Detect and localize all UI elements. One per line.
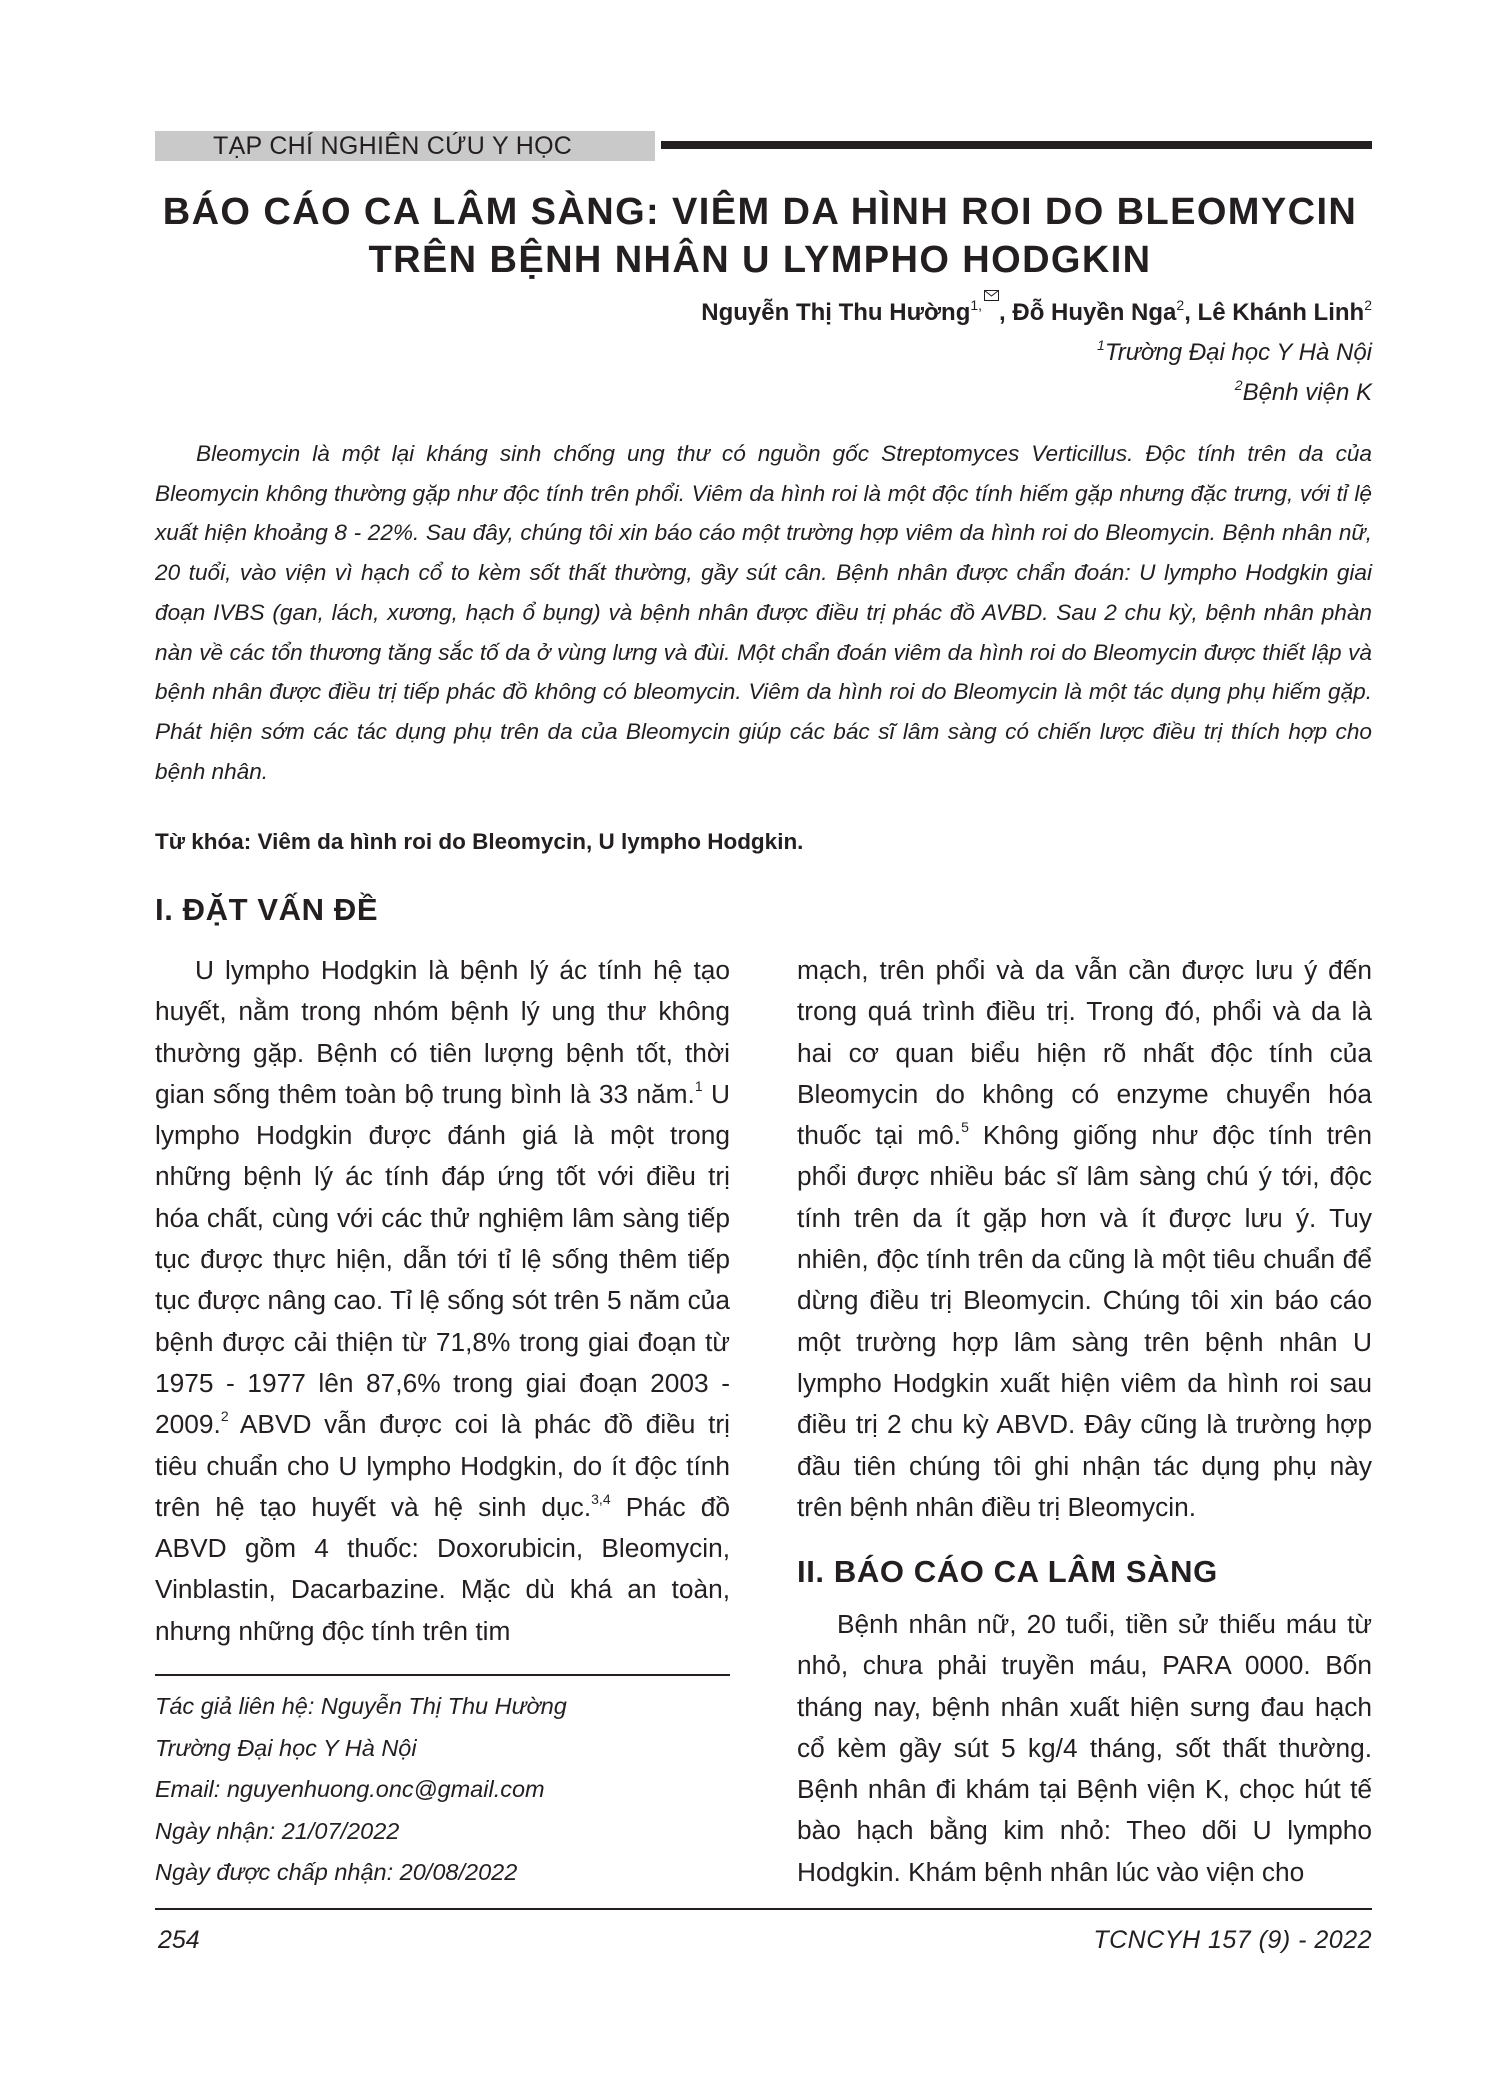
citation-marker: 3,4 bbox=[591, 1490, 611, 1507]
journal-issue-reference: TCNCYH 157 (9) - 2022 bbox=[1093, 1926, 1372, 1954]
author-institution: Trường Đại học Y Hà Nội bbox=[155, 1734, 417, 1761]
case-report-text: Bệnh nhân nữ, 20 tuổi, tiền sử thiếu máu từ nhỏ, chưa phải truyền máu, PARA 0000. Bốn tháng nay, bệnh nhân xuất hiện sưng đau hạch cổ kèm gầy sút 5 kg/4 tháng, sốt thất thường. Bệnh nhân đi khám tại Bệnh viện K, chọc hút tế bào hạch bằng kim nhỏ: Theo dõi U lympho Hodgkin. Khám bệnh nhân lúc vào viện cho bbox=[797, 1609, 1372, 1887]
header-rule bbox=[661, 141, 1372, 149]
paragraph-text: ABVD vẫn được coi là phác đồ điều trị tiêu chuẩn cho U lympho Hodgkin, do ít độc tính trên hệ tạo huyết và hệ sinh dục. bbox=[155, 1409, 731, 1522]
correspondence-footnote bbox=[155, 1686, 567, 1894]
corresponding-author: Tác giả liên hệ: Nguyễn Thị Thu Hường bbox=[155, 1693, 567, 1719]
footer-rule bbox=[155, 1908, 1372, 1910]
author-email: Email: nguyenhuong.onc@gmail.com bbox=[155, 1776, 545, 1802]
article-title-line-1: BÁO CÁO CA LÂM SÀNG: VIÊM DA HÌNH ROI DO BLEOMYCIN bbox=[162, 191, 1358, 233]
affiliation-1 bbox=[1097, 329, 1372, 369]
journal-header-band bbox=[155, 131, 655, 161]
citation-marker: 2 bbox=[220, 1408, 229, 1425]
citation-marker: 5 bbox=[961, 1119, 969, 1136]
author-name: , Đỗ Huyền Nga bbox=[999, 299, 1177, 326]
keywords: Từ khóa: Viêm da hình roi do Bleomycin, U lympho Hodgkin. bbox=[155, 829, 804, 854]
footnote-rule bbox=[155, 1674, 730, 1676]
affiliation-2 bbox=[1235, 369, 1372, 409]
paragraph-text: U lympho Hodgkin được đánh giá là một trong những bệnh lý ác tính đáp ứng tốt với điều trị hóa chất, cùng với các thử nghiệm lâm sàng tiếp tục được thực hiện, dẫn tới tỉ lệ sống thêm tiếp tục được nâng cao. Tỉ lệ sống sót trên 5 năm của bệnh được cải thiện từ 71,8% trong giai đoạn từ 1975 - 1977 lên 87,6% trong giai đoạn 2003 - 2009. bbox=[155, 1078, 730, 1440]
affiliation-marker: 2 bbox=[1234, 377, 1243, 393]
date-accepted: Ngày được chấp nhận: 20/08/2022 bbox=[155, 1859, 518, 1885]
author-name: Nguyễn Thị Thu Hường bbox=[701, 299, 971, 326]
envelope-icon bbox=[984, 290, 999, 301]
author-affiliation-marker: 2 bbox=[1364, 297, 1372, 313]
citation-marker: 1 bbox=[694, 1077, 703, 1094]
article-title bbox=[120, 188, 1400, 284]
affiliation-text: Trường Đại học Y Hà Nội bbox=[1104, 339, 1372, 366]
author-affiliation-marker: 2 bbox=[1176, 297, 1185, 313]
affiliation-text: Bệnh viện K bbox=[1242, 379, 1372, 406]
date-received: Ngày nhận: 21/07/2022 bbox=[155, 1817, 400, 1844]
section-heading-case-report: II. BÁO CÁO CA LÂM SÀNG bbox=[797, 1554, 1218, 1589]
paragraph-text: Không giống như độc tính trên phổi được nhiều bác sĩ lâm sàng chú ý tới, độc tính trên da ít gặp hơn và ít được lưu ý. Tuy nhiên, độc tính trên da cũng là một tiêu chuẩn để dừng điều trị Bleomycin. Chúng tôi xin báo cáo một trường hợp lâm sàng trên bệnh nhân U lympho Hodgkin xuất hiện viêm da hình roi sau điều trị 2 chu kỳ ABVD. Đây cũng là trường hợp đầu tiên chúng tôi ghi nhận tác dụng phụ này trên bệnh nhân điều trị Bleomycin. bbox=[797, 1120, 1373, 1522]
author-affiliation-marker: 1, bbox=[970, 297, 983, 313]
left-column-text bbox=[155, 950, 730, 1652]
paragraph-text: mạch, trên phổi và da vẫn cần được lưu ý đến trong quá trình điều trị. Trong đó, phổi và da là hai cơ quan biểu hiện rõ nhất độc tính của Bleomycin do không có enzyme chuyển hóa thuốc tại mô. bbox=[797, 955, 1372, 1151]
article-title-line-2: TRÊN BỆNH NHÂN U LYMPHO HODGKIN bbox=[368, 239, 1152, 281]
page-number: 254 bbox=[158, 1926, 200, 1954]
author-name: , Lê Khánh Linh bbox=[1184, 299, 1365, 326]
affiliation-marker: 1 bbox=[1097, 337, 1105, 353]
journal-name: TẠP CHÍ NGHIÊN CỨU Y HỌC bbox=[213, 132, 573, 160]
author-list bbox=[701, 289, 1372, 329]
paragraph-text: U lympho Hodgkin là bệnh lý ác tính hệ tạo huyết, nằm trong nhóm bệnh lý ung thư không thường gặp. Bệnh có tiên lượng bệnh tốt, thời gian sống thêm toàn bộ trung bình là 33 năm. bbox=[155, 955, 730, 1109]
abstract: Bleomycin là một lại kháng sinh chống ung thư có nguồn gốc Streptomyces Verticillus. Độc tính trên da của Bleomycin không thường gặp như độc tính trên phổi. Viêm da hình roi là một độc tính hiếm gặp nhưng đặc trưng, với tỉ lệ xuất hiện khoảng 8 - 22%. Sau đây, chúng tôi xin báo cáo một trường hợp viêm da hình roi do Bleomycin. Bệnh nhân nữ, 20 tuổi, vào viện vì hạch cổ to kèm sốt thất thường, gầy sút cân. Bệnh nhân được chẩn đoán: U lympho Hodgkin giai đoạn IVBS (gan, lách, xương, hạch ổ bụng) và bệnh nhân được điều trị phác đồ AVBD. Sau 2 chu kỳ, bệnh nhân phàn nàn về các tổn thương tăng sắc tố da ở vùng lưng và đùi. Một chẩn đoán viêm da hình roi do Bleomycin được thiết lập và bệnh nhân được điều trị tiếp phác đồ không có bleomycin. Viêm da hình roi do Bleomycin là một tác dụng phụ hiếm gặp. Phát hiện sớm các tác dụng phụ trên da của Bleomycin giúp các bác sĩ lâm sàng có chiến lược điều trị thích hợp cho bệnh nhân. bbox=[155, 441, 1372, 784]
section-heading-introduction: I. ĐẶT VẤN ĐỀ bbox=[155, 892, 379, 927]
right-column-text bbox=[797, 950, 1372, 1528]
paragraph-text: Phác đồ ABVD gồm 4 thuốc: Doxorubicin, Bleomycin, Vinblastin, Dacarbazine. Mặc dù khá an toàn, nhưng những độc tính trên tim bbox=[155, 1491, 731, 1646]
